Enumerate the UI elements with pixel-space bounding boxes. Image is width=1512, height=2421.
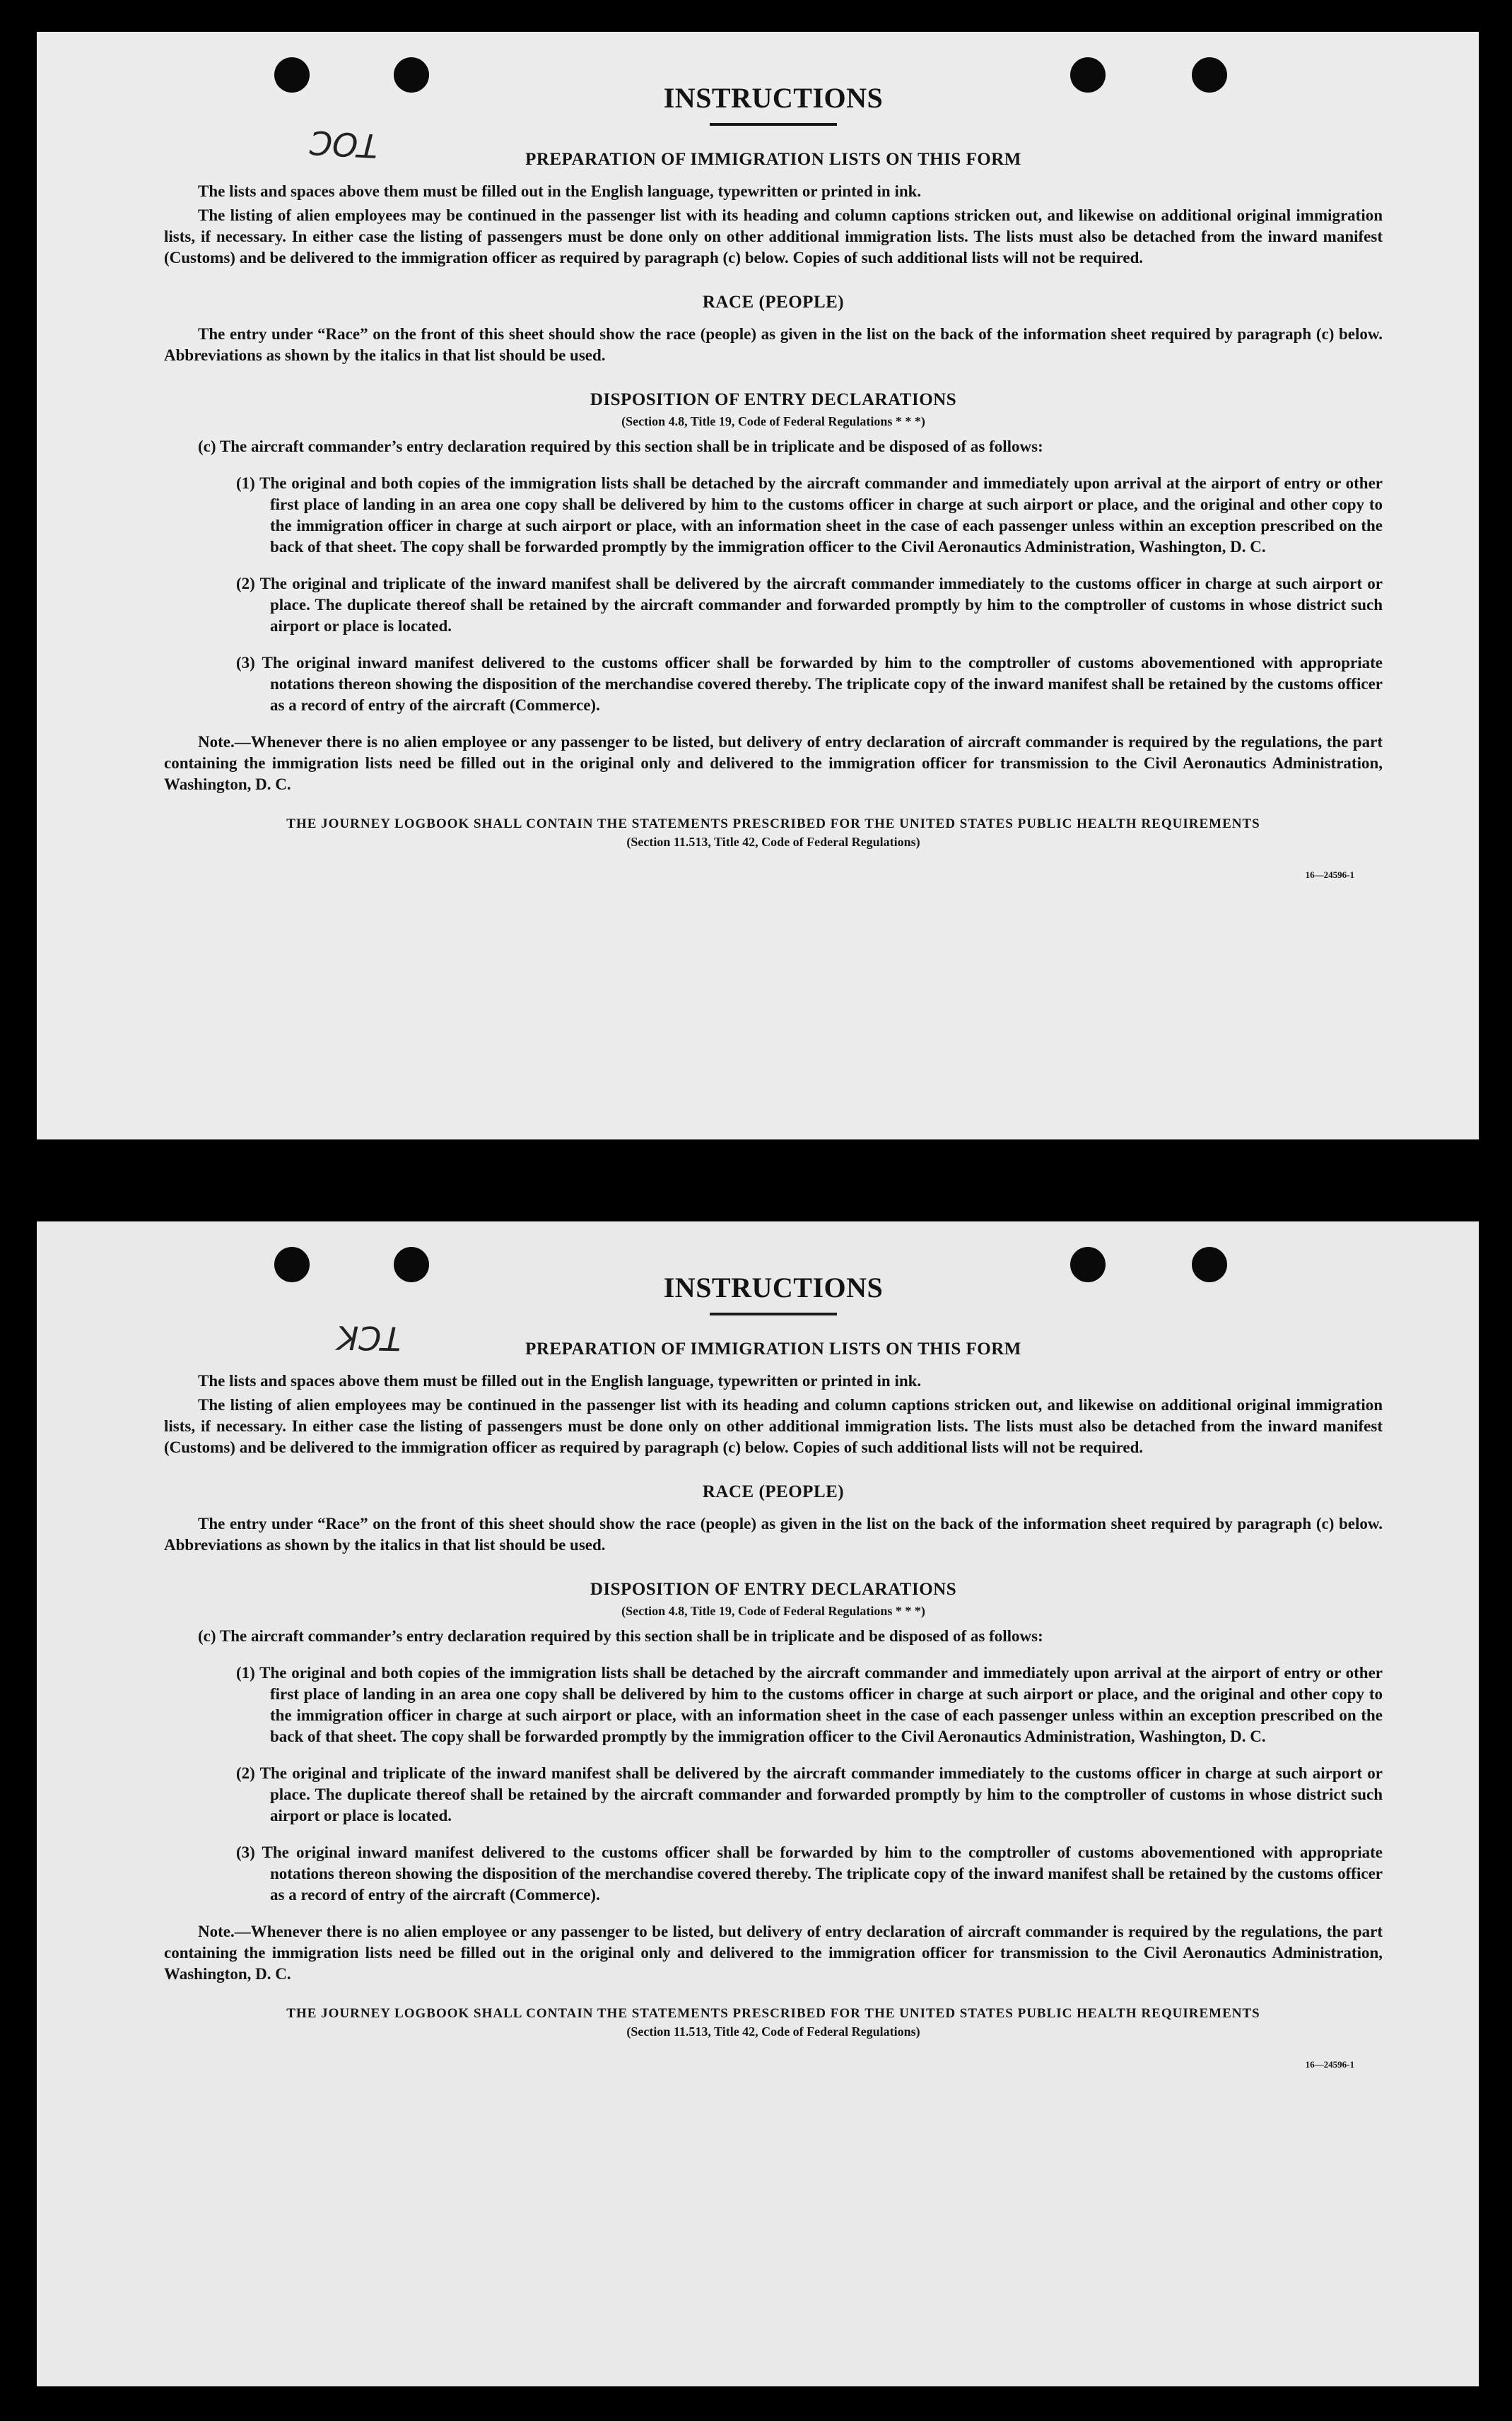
section-heading-preparation: PREPARATION OF IMMIGRATION LISTS ON THIS FORM bbox=[525, 1340, 1021, 1359]
journey-citation: (Section 11.513, Title 42, Code of Federal Regulations) bbox=[626, 835, 920, 849]
section-heading-disposition: DISPOSITION OF ENTRY DECLARATIONS bbox=[590, 1580, 957, 1599]
form-number: 16—24596-1 bbox=[1305, 2059, 1354, 2070]
page-title: INSTRUCTIONS bbox=[663, 1272, 884, 1303]
paragraph: The lists and spaces above them must be filled out in the English language, typewritten or printed in ink. bbox=[198, 182, 922, 200]
journey-statement: THE JOURNEY LOGBOOK SHALL CONTAIN THE STATEMENTS PRESCRIBED FOR THE UNITED STATES PUBLIC HEALTH REQUIREMENTS bbox=[286, 816, 1260, 831]
paragraph: The listing of alien employees may be continued in the passenger list with its heading and column captions stricken out, and likewise on additional original immigration lists, if necessary. In either case the listing of passengers must be done only on other additional immigration lists. The lists must also be detached from the inward manifest (Customs) and be delivered to the immigration officer as required by paragraph (c) below. Copies of such additional lists will not be required. bbox=[164, 1396, 1383, 1456]
section-citation: (Section 4.8, Title 19, Code of Federal Regulations * * *) bbox=[621, 414, 925, 428]
handwritten-note: TCK bbox=[336, 1318, 402, 1358]
list-item: (2) The original and triplicate of the inward manifest shall be delivered by the aircraft commander immediately to the customs officer in charge at such airport or place. The duplicate thereof shall be retained by the aircraft commander and forwarded promptly by him to the comptroller of customs in whose district such airport or place is located. bbox=[236, 575, 1383, 635]
section-heading-race: RACE (PEOPLE) bbox=[702, 1482, 845, 1501]
list-item: (3) The original inward manifest delivered to the customs officer shall be forwarded by him to the comptroller of customs abovementioned with appropriate notations thereon showing the disposition of the merchandise covered thereby. The triplicate copy of the inward manifest shall be retained by the customs officer as a record of entry of the aircraft (Commerce). bbox=[236, 654, 1383, 714]
section-citation: (Section 4.8, Title 19, Code of Federal Regulations * * *) bbox=[621, 1604, 925, 1618]
journey-statement: THE JOURNEY LOGBOOK SHALL CONTAIN THE STATEMENTS PRESCRIBED FOR THE UNITED STATES PUBLIC HEALTH REQUIREMENTS bbox=[286, 2006, 1260, 2021]
paragraph: (c) The aircraft commander’s entry declaration required by this section shall be in triplicate and be disposed of as follows: bbox=[198, 438, 1043, 455]
instruction-sheet-2 bbox=[37, 1221, 1479, 2386]
journey-citation: (Section 11.513, Title 42, Code of Federal Regulations) bbox=[626, 2024, 920, 2039]
section-heading-preparation: PREPARATION OF IMMIGRATION LISTS ON THIS FORM bbox=[525, 150, 1021, 169]
list-item: (2) The original and triplicate of the inward manifest shall be delivered by the aircraft commander immediately to the customs officer in charge at such airport or place. The duplicate thereof shall be retained by the aircraft commander and forwarded promptly by him to the comptroller of customs in whose district such airport or place is located. bbox=[236, 1764, 1383, 1824]
paragraph: The entry under “Race” on the front of this sheet should show the race (people) as given in the list on the back of the information sheet required by paragraph (c) below. Abbreviations as shown by the italics in that list should be used. bbox=[164, 325, 1383, 364]
section-heading-race: RACE (PEOPLE) bbox=[702, 293, 845, 312]
title-underline bbox=[710, 1313, 837, 1315]
list-item: (1) The original and both copies of the immigration lists shall be detached by the aircraft commander and immediately upon arrival at the airport of entry or other first place of landing in an area one copy shall be delivered by him to the customs officer in charge at such airport or place, and the original and other copy to the immigration officer in charge at such airport or place, with an information sheet in the case of each passenger unless within an exception prescribed on the back of that sheet. The copy shall be forwarded promptly by the immigration officer to the Civil Aeronautics Administration, Washington, D. C. bbox=[236, 474, 1383, 556]
title-underline bbox=[710, 123, 837, 126]
page-title: INSTRUCTIONS bbox=[663, 82, 884, 114]
list-item: (1) The original and both copies of the immigration lists shall be detached by the aircraft commander and immediately upon arrival at the airport of entry or other first place of landing in an area one copy shall be delivered by him to the customs officer in charge at such airport or place, and the original and other copy to the immigration officer in charge at such airport or place, with an information sheet in the case of each passenger unless within an exception prescribed on the back of that sheet. The copy shall be forwarded promptly by the immigration officer to the Civil Aeronautics Administration, Washington, D. C. bbox=[236, 1664, 1383, 1745]
paragraph: The lists and spaces above them must be filled out in the English language, typewritten or printed in ink. bbox=[198, 1372, 922, 1390]
paragraph: The entry under “Race” on the front of this sheet should show the race (people) as given in the list on the back of the information sheet required by paragraph (c) below. Abbreviations as shown by the italics in that list should be used. bbox=[164, 1515, 1383, 1554]
instruction-sheet-1 bbox=[37, 32, 1479, 1139]
list-item: (3) The original inward manifest delivered to the customs officer shall be forwarded by him to the comptroller of customs abovementioned with appropriate notations thereon showing the disposition of the merchandise covered thereby. The triplicate copy of the inward manifest shall be retained by the customs officer as a record of entry of the aircraft (Commerce). bbox=[236, 1843, 1383, 1904]
note-paragraph: Note.—Whenever there is no alien employee or any passenger to be listed, but delivery of entry declaration of aircraft commander is required by the regulations, the part containing the immigration lists need be filled out in the original only and delivered to the immigration officer for transmission to the Civil Aeronautics Administration, Washington, D. C. bbox=[164, 1923, 1383, 1983]
paragraph: The listing of alien employees may be continued in the passenger list with its heading and column captions stricken out, and likewise on additional original immigration lists, if necessary. In either case the listing of passengers must be done only on other additional immigration lists. The lists must also be detached from the inward manifest (Customs) and be delivered to the immigration officer as required by paragraph (c) below. Copies of such additional lists will not be required. bbox=[164, 206, 1383, 266]
form-number: 16—24596-1 bbox=[1305, 869, 1354, 880]
section-heading-disposition: DISPOSITION OF ENTRY DECLARATIONS bbox=[590, 390, 957, 409]
note-paragraph: Note.—Whenever there is no alien employee or any passenger to be listed, but delivery of entry declaration of aircraft commander is required by the regulations, the part containing the immigration lists need be filled out in the original only and delivered to the immigration officer for transmission to the Civil Aeronautics Administration, Washington, D. C. bbox=[164, 733, 1383, 793]
handwritten-note: TOC bbox=[308, 123, 379, 165]
paragraph: (c) The aircraft commander’s entry declaration required by this section shall be in triplicate and be disposed of as follows: bbox=[198, 1627, 1043, 1645]
